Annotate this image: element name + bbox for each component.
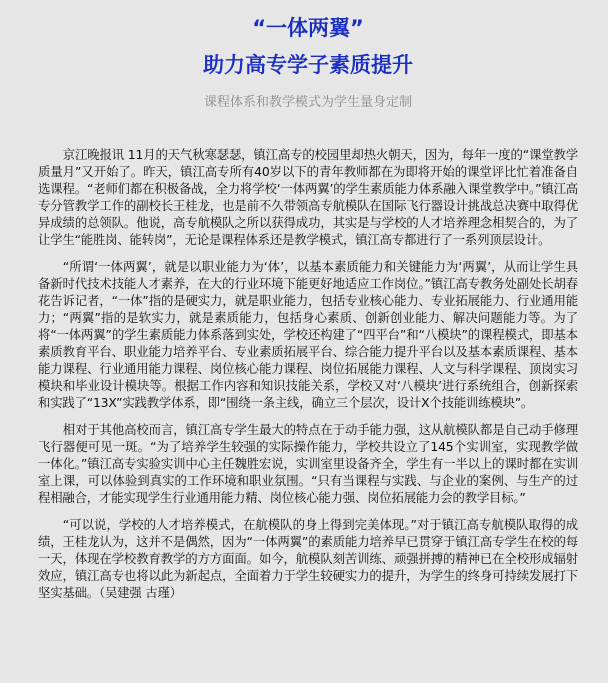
article-body (38, 146, 578, 601)
article-paragraph-2: “所谓‘一体两翼’，就是以职业能力为‘体’，以基本素质能力和关键能力为‘两翼’，从而让学生具备新时代技术技能人才素养，在大的行业环境下能更好地适应工作岗位。”镇江高专教务处副处长胡春花告诉记者，“一体”指的是硬实力，就是职业能力，包括专业核心能力、专业拓展能力、行业通用能力；“两翼”指的是软实力，就是素质能力，包括身心素质、创新创业能力、解决问题能力等。为了将“一体两翼”的学生素质能力体系落到实处，学校还构建了“四平台”和“八模块”的课程模式，即基本素质教育平台、职业能力培养平台、专业素质拓展平台、综合能力提升平台以及基本素质课程、基本能力课程、行业通用能力课程、岗位核心能力课程、岗位拓展能力课程、人文与科学课程、顶岗实习模块和毕业设计模块等。根据工作内容和知识技能关系，学校又对‘八模块’进行系统组合，创新探索和实践了“13X”实践教学体系，即“围绕一条主线，确立三个层次，设计X个技能训练模块”。 (38, 259, 578, 410)
article-paragraph-1: 京江晚报讯 11月的天气秋寒瑟瑟，镇江高专的校园里却热火朝天，因为，每年一度的“课堂教学质量月”又开始了。昨天，镇江高专所有40岁以下的青年教师都在为即将开始的课堂评比忙着准备自选课程。“老师们都在积极备战，全力将学校‘一体两翼’的学生素质能力体系融入课堂教学中。”镇江高专分管教学工作的副校长王桂龙，也是前不久带领高专航模队在国际飞行器设计挑战总决赛中取得优异成绩的总领队。他说，高专航模队之所以获得成功，其实是与学校的人才培养理念相契合的，为了让学生“能胜岗、能转岗”，无论是课程体系还是教学模式，镇江高专都进行了一系列顶层设计。 (38, 147, 578, 247)
article-paragraph-4: “可以说，学校的人才培养模式，在航模队的身上得到完美体现。”对于镇江高专航模队取得的成绩，王桂龙认为，这并不是偶然，因为“一体两翼”的素质能力培养早已贯穿于镇江高专学生在校的每一天，体现在学校教育教学的方方面面。如今，航模队刻苦训练、顽强拼搏的精神已在全校形成辐射效应，镇江高专也将以此为新起点，全面着力于学生较硬实力的提升，为学生的终身可持续发展打下坚实基础。（吴建强 古瑾） (38, 517, 578, 600)
article-paragraph-3: 相对于其他高校而言，镇江高专学生最大的特点在于动手能力强，这从航模队都是自己动手修理飞行器便可见一斑。“为了培养学生较强的实际操作能力，学校共设立了145个实训室，实现教学做一体化。”镇江高专实验实训中心主任魏胜宏说，实训室里设备齐全，学生有一半以上的课时都在实训室上课，可以体验到真实的工作环境和职业氛围。“只有当课程与实践、与企业的案例、与生产的过程相融合，才能实现学生行业通用能力精、岗位核心能力强、岗位拓展能力会的教学目标。” (38, 422, 578, 505)
article-title-line2: 助力高专学子素质提升 (203, 53, 413, 77)
article-subtitle: 课程体系和教学模式为学生量身定制 (203, 95, 412, 110)
article-title-line1: “一体两翼” (252, 16, 364, 40)
